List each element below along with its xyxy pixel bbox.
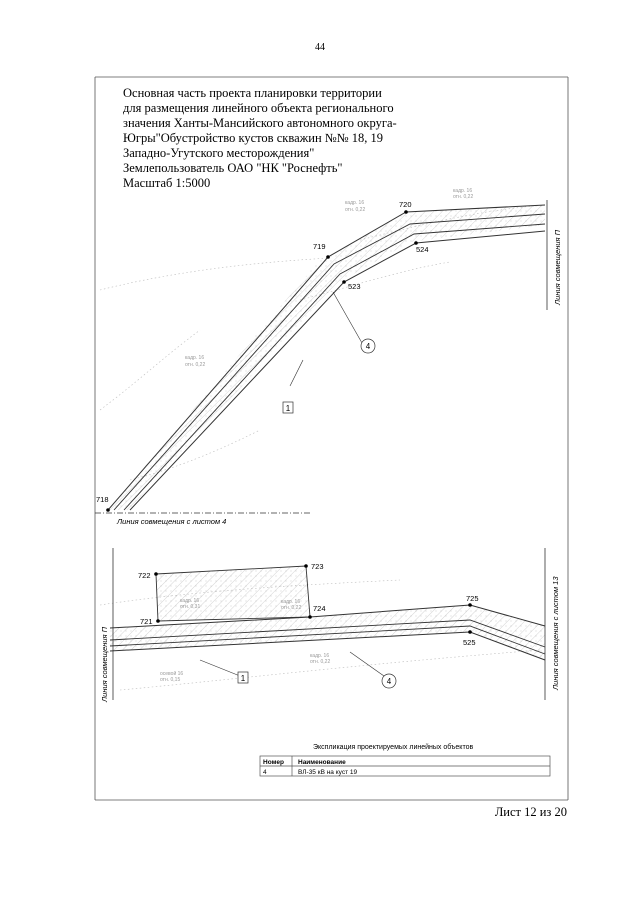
legend-title: Экспликация проектируемых линейных объектов <box>313 744 474 751</box>
svg-text:отн. 0,22: отн. 0,22 <box>281 605 302 611</box>
legend-row-name: ВЛ-35 кВ на куст 19 <box>298 769 358 776</box>
match-line-p-upper: Линия совмещения П <box>553 229 562 305</box>
title-line-6: Землепользователь ОАО "НК "Роснефть" <box>123 161 343 175</box>
title-line-2: для размещения линейного объекта регионального <box>123 101 394 115</box>
lower-map-fragment <box>100 548 560 703</box>
sheet-footer: Лист 12 из 20 <box>494 805 567 819</box>
svg-text:отн. 0,22: отн. 0,22 <box>345 207 366 213</box>
legend-row-number: 4 <box>263 769 267 776</box>
upper-map-fragment <box>95 188 562 526</box>
point-label-525: 525 <box>463 638 476 647</box>
title-line-5: Западно-Угутского месторождения" <box>123 146 315 160</box>
svg-text:кадр. 16: кадр. 16 <box>345 200 365 206</box>
callout-1-label: 1 <box>285 404 291 413</box>
svg-text:отн. 0,22: отн. 0,22 <box>453 194 474 200</box>
svg-text:отн. 0,31: отн. 0,31 <box>180 604 201 610</box>
title-line-7: Масштаб 1:5000 <box>123 176 211 190</box>
point-label-723: 723 <box>311 562 324 571</box>
callout-1-label-lower: 1 <box>240 674 246 683</box>
legend-table <box>260 743 550 776</box>
point-label-718: 718 <box>96 495 109 504</box>
legend-header-name: Наименование <box>298 759 346 766</box>
title-line-1: Основная часть проекта планировки территории <box>123 86 382 100</box>
match-line-sheet-13: Линия совмещения с листом 13 <box>551 576 560 690</box>
point-label-722: 722 <box>138 571 151 580</box>
point-label-724: 724 <box>313 604 326 613</box>
match-line-p-lower: Линия совмещения П <box>100 626 109 702</box>
legend-header-number: Номер <box>263 759 284 766</box>
point-label-524: 524 <box>416 245 429 254</box>
callout-4-label-lower: 4 <box>386 677 392 686</box>
point-label-719: 719 <box>313 242 326 251</box>
title-line-4: Югры"Обустройство кустов скважин №№ 18, 19 <box>123 131 383 145</box>
svg-text:кадр. 16: кадр. 16 <box>281 599 301 605</box>
title-block <box>123 86 397 190</box>
svg-text:кадр. 16: кадр. 16 <box>180 598 200 604</box>
point-label-523: 523 <box>348 282 361 291</box>
svg-text:кадр. 16: кадр. 16 <box>310 653 330 659</box>
svg-text:кадр. 16: кадр. 16 <box>185 355 205 361</box>
svg-text:отн. 0,22: отн. 0,22 <box>185 362 206 368</box>
title-line-3: значения Ханты-Мансийского автономного округа- <box>123 116 397 130</box>
svg-text:отн. 0,22: отн. 0,22 <box>310 659 331 665</box>
svg-text:отн. 0,15: отн. 0,15 <box>160 677 181 683</box>
svg-text:кадр. 16: кадр. 16 <box>453 188 473 194</box>
point-label-721: 721 <box>140 617 153 626</box>
match-line-sheet-4: Линия совмещения с листом 4 <box>117 517 227 526</box>
page-number: 44 <box>315 42 325 53</box>
point-label-725: 725 <box>466 594 479 603</box>
point-label-720: 720 <box>399 200 412 209</box>
svg-text:осевой 16: осевой 16 <box>160 671 184 677</box>
callout-4-label: 4 <box>365 342 371 351</box>
